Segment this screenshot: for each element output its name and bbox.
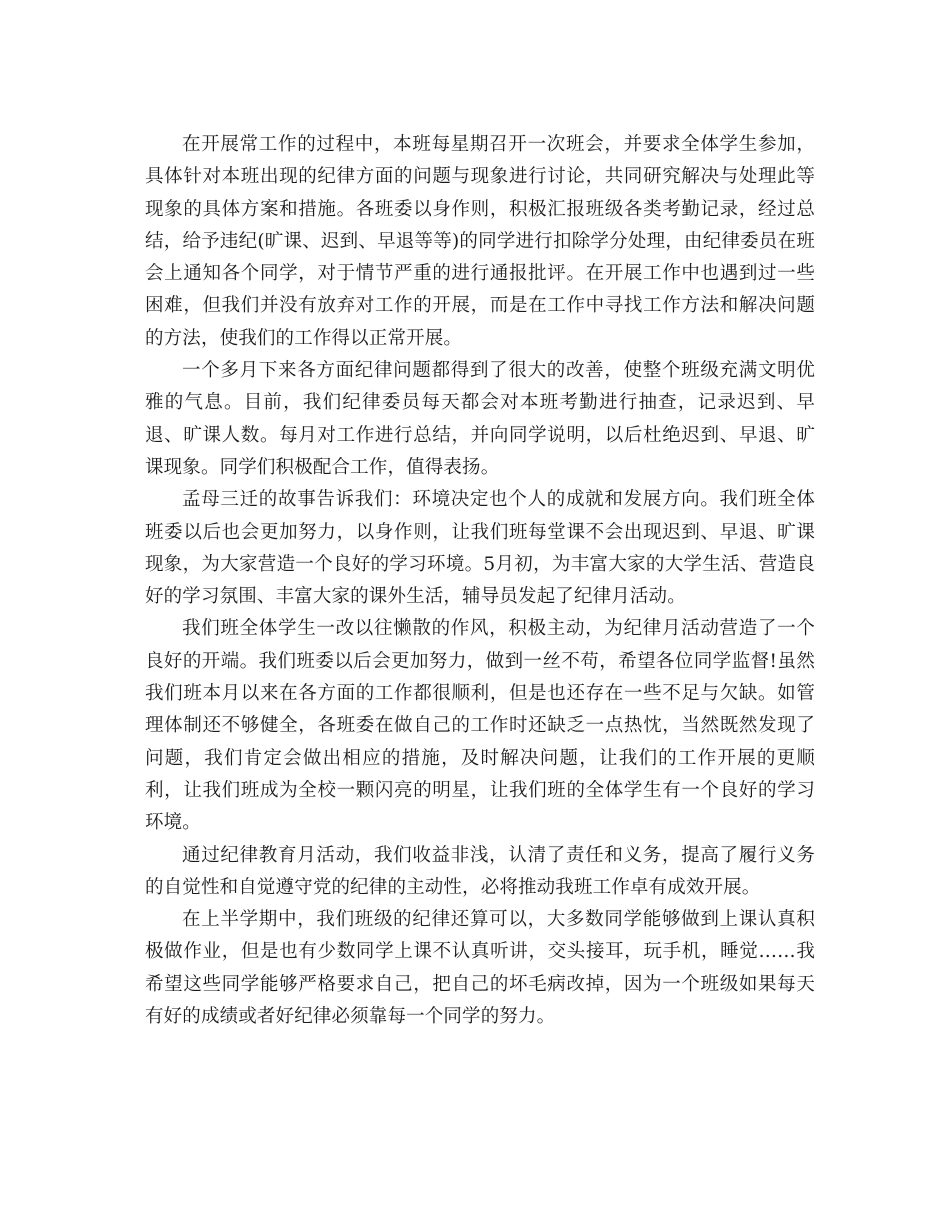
paragraph: 通过纪律教育月活动，我们收益非浅，认清了责任和义务，提高了履行义务的自觉性和自觉遵守党的纪律的主动性，必将推动我班工作卓有成效开展。 — [145, 844, 815, 898]
document-body — [145, 129, 815, 1033]
paragraph: 孟母三迁的故事告诉我们：环境决定也个人的成就和发展方向。我们班全体班委以后也会更加努力，以身作则，让我们班每堂课不会出现迟到、早退、旷课现象，为大家营造一个良好的学习环境。5月初，为丰富大家的大学生活、营造良好的学习氛围、丰富大家的课外生活，辅导员发起了纪律月活动。 — [145, 489, 815, 608]
paragraph: 我们班全体学生一改以往懒散的作风，积极主动，为纪律月活动营造了一个良好的开端。我们班委以后会更加努力，做到一丝不苟，希望各位同学监督!虽然我们班本月以来在各方面的工作都很顺利，但是也还存在一些不足与欠缺。如管理体制还不够健全，各班委在做自己的工作时还缺乏一点热忱，当然既然发现了问题，我们肯定会做出相应的措施，及时解决问题，让我们的工作开展的更顺利，让我们班成为全校一颗闪亮的明星，让我们班的全体学生有一个良好的学习环境。 — [145, 618, 815, 834]
paragraph: 在上半学期中，我们班级的纪律还算可以，大多数同学能够做到上课认真积极做作业，但是也有少数同学上课不认真听讲，交头接耳，玩手机，睡觉……我希望这些同学能够严格要求自己，把自己的坏毛病改掉，因为一个班级如果每天有好的成绩或者好纪律必须靠每一个同学的努力。 — [145, 909, 815, 1028]
paragraph: 在开展常工作的过程中，本班每星期召开一次班会，并要求全体学生参加，具体针对本班出现的纪律方面的问题与现象进行讨论，共同研究解决与处理此等现象的具体方案和措施。各班委以身作则，积极汇报班级各类考勤记录，经过总结，给予违纪(旷课、迟到、早退等等)的同学进行扣除学分处理，由纪律委员在班会上通知各个同学，对于情节严重的进行通报批评。在开展工作中也遇到过一些困难，但我们并没有放弃对工作的开展，而是在工作中寻找工作方法和解决问题的方法，使我们的工作得以正常开展。 — [145, 134, 815, 349]
paragraph: 一个多月下来各方面纪律问题都得到了很大的改善，使整个班级充满文明优雅的气息。目前，我们纪律委员每天都会对本班考勤进行抽查，记录迟到、早退、旷课人数。每月对工作进行总结，并向同学说明，以后杜绝迟到、早退、旷课现象。同学们积极配合工作，值得表扬。 — [145, 360, 815, 478]
